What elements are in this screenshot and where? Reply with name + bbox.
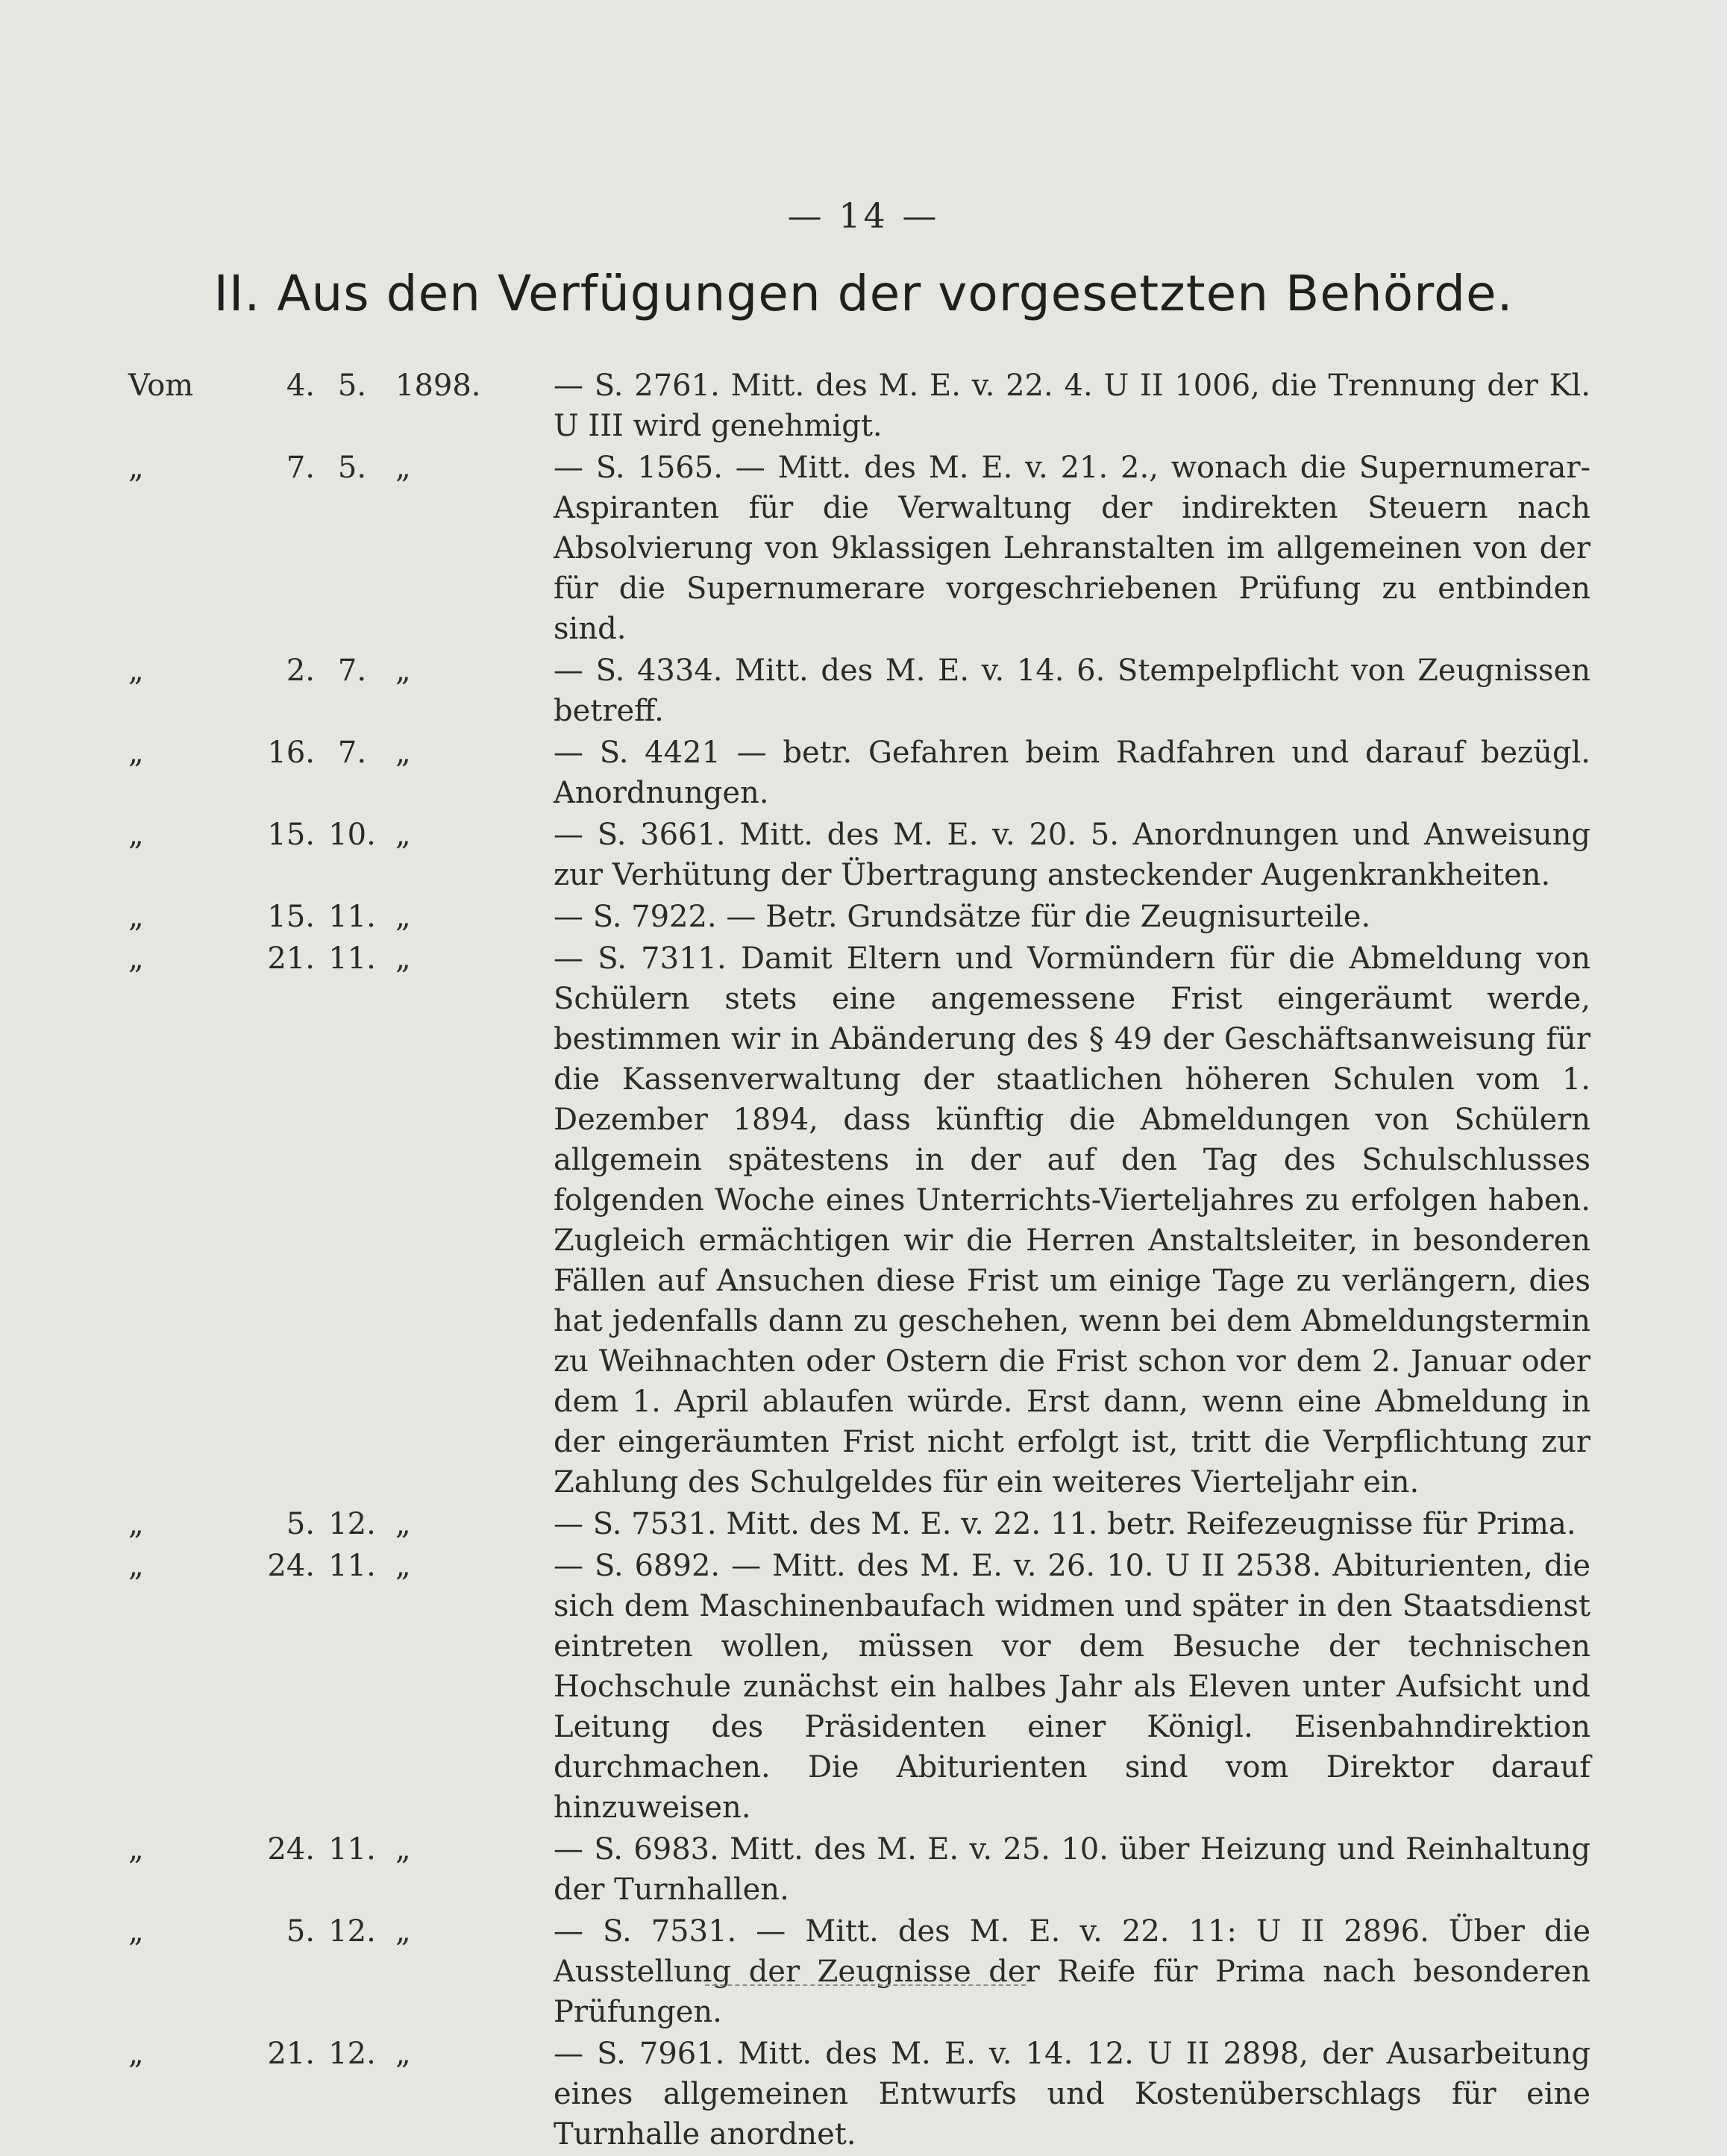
entry-year: „ [395, 736, 411, 770]
entry-day: 21. [267, 941, 315, 976]
decree-entry [128, 366, 1590, 446]
entry-month: 7. [337, 654, 367, 688]
entry-day: 15. [267, 900, 315, 934]
entry-prefix: „ [128, 1832, 144, 1867]
decree-entry [128, 448, 1590, 649]
entry-year: „ [395, 2037, 411, 2071]
closing-rule [705, 1984, 1026, 1986]
entry-month: 12. [328, 2037, 376, 2071]
decree-entry [128, 897, 1590, 937]
decree-entry [128, 2034, 1590, 2155]
entry-prefix: „ [128, 900, 144, 934]
entry-day: 7. [286, 451, 315, 485]
entry-year: „ [395, 1549, 411, 1583]
decree-entry [128, 1911, 1590, 2032]
entry-day: 24. [267, 1549, 315, 1583]
entry-year: „ [395, 451, 411, 485]
entry-year: „ [395, 1914, 411, 1949]
entry-month: 5. [337, 451, 367, 485]
entry-month: 5. [337, 369, 367, 403]
entry-text: — S. 6983. Mitt. des M. E. v. 25. 10. über Heizung und Reinhaltung der Turnhallen. [554, 1832, 1590, 1907]
entry-day: 16. [267, 736, 315, 770]
entry-day: 2. [286, 654, 315, 688]
entry-text: — S. 7531. — Mitt. des M. E. v. 22. 11: U II 2896. Über die Ausstellung der Zeugnisse der Reife für Prima nach besonderen Prüfungen. [554, 1914, 1590, 2029]
entry-year: 1898. [395, 369, 481, 403]
entry-text: — S. 1565. — Mitt. des M. E. v. 21. 2., wonach die Supernumerar-Aspiranten für die Verwaltung der indirekten Steuern nach Absolvierung von 9klassigen Lehranstalten im allgemeinen von der für die Supernumerare vorgeschriebenen Prüfung zu entbinden sind. [554, 451, 1590, 646]
entry-prefix: „ [128, 1507, 144, 1541]
entry-year: „ [395, 941, 411, 976]
entry-text: — S. 7311. Damit Eltern und Vormündern für die Abmeldung von Schülern stets eine angemessene Frist eingeräumt werde, bestimmen wir in Abänderung des § 49 der Geschäftsanweisung für die Kassenverwaltung der staatlichen höheren Schulen vom 1. Dezember 1894, dass künftig die Abmeldungen von Schülern allgemein spätestens in der auf den Tag des Schulschlusses folgenden Woche eines Unterrichts-Vierteljahres zu erfolgen haben. Zugleich ermächtigen wir die Herren Anstaltsleiter, in besonderen Fällen auf Ansuchen diese Frist um einige Tage zu verlängern, dies hat jedenfalls dann zu geschehen, wenn bei dem Abmeldungstermin zu Weihnachten oder Ostern die Frist schon vor dem 2. Januar oder dem 1. April ablaufen würde. Erst dann, wenn eine Abmeldung in der eingeräumten Frist nicht erfolgt ist, tritt die Verpflichtung zur Zahlung des Schulgeldes für ein weiteres Vierteljahr ein. [554, 941, 1590, 1500]
decree-entry [128, 938, 1590, 1502]
entry-text: — S. 4334. Mitt. des M. E. v. 14. 6. Stempelpflicht von Zeugnissen betreff. [554, 654, 1590, 728]
section-heading: II. Aus den Verfügungen der vorgesetzten Behörde. [213, 265, 1514, 322]
decree-entry [128, 651, 1590, 731]
entry-day: 5. [286, 1914, 315, 1949]
entry-month: 12. [328, 1507, 376, 1541]
decree-entry [128, 1546, 1590, 1828]
entry-year: „ [395, 1507, 411, 1541]
entry-text: — S. 4421 — betr. Gefahren beim Radfahren und darauf bezügl. Anordnungen. [554, 736, 1590, 810]
entry-text: — S. 6892. — Mitt. des M. E. v. 26. 10. U II 2538. Abiturienten, die sich dem Maschinenbaufach widmen und später in den Staatsdienst eintreten wollen, müssen vor dem Besuche der technischen Hochschule zunächst ein halbes Jahr als Eleven unter Aufsicht und Leitung des Präsidenten einer Königl. Eisenbahndirektion durchmachen. Die Abiturienten sind vom Direktor darauf hinzuweisen. [554, 1549, 1590, 1825]
entry-day: 4. [286, 369, 315, 403]
decree-entry [128, 733, 1590, 813]
entry-year: „ [395, 1832, 411, 1867]
entry-prefix: „ [128, 451, 144, 485]
entry-text: — S. 7922. — Betr. Grundsätze für die Zeugnisurteile. [554, 900, 1371, 934]
entry-month: 12. [328, 1914, 376, 1949]
entry-year: „ [395, 654, 411, 688]
entry-month: 11. [328, 1549, 376, 1583]
entry-prefix: „ [128, 1914, 144, 1949]
decree-entry [128, 1829, 1590, 1910]
entry-month: 7. [337, 736, 367, 770]
entry-day: 5. [286, 1507, 315, 1541]
decree-list [128, 366, 1590, 2156]
entry-month: 11. [328, 1832, 376, 1867]
entry-day: 21. [267, 2037, 315, 2071]
entry-prefix: „ [128, 654, 144, 688]
entry-month: 11. [328, 941, 376, 976]
entry-month: 10. [328, 818, 376, 852]
entry-text: — S. 2761. Mitt. des M. E. v. 22. 4. U II 1006, die Trennung der Kl. U III wird genehmigt. [554, 369, 1590, 443]
entry-day: 15. [267, 818, 315, 852]
entry-month: 11. [328, 900, 376, 934]
entry-text: — S. 3661. Mitt. des M. E. v. 20. 5. Anordnungen und Anweisung zur Verhütung der Übertragung ansteckender Augenkrankheiten. [554, 818, 1590, 892]
entry-day: 24. [267, 1832, 315, 1867]
entry-prefix: „ [128, 818, 144, 852]
entry-year: „ [395, 900, 411, 934]
entry-prefix: „ [128, 2037, 144, 2071]
entry-prefix: „ [128, 736, 144, 770]
entry-prefix: Vom [128, 369, 194, 403]
entry-text: — S. 7961. Mitt. des M. E. v. 14. 12. U II 2898, der Ausarbeitung eines allgemeinen Entwurfs und Kostenüberschlags für eine Turnhalle anordnet. [554, 2037, 1590, 2152]
entry-year: „ [395, 818, 411, 852]
entry-text: — S. 7531. Mitt. des M. E. v. 22. 11. betr. Reifezeugnisse für Prima. [554, 1507, 1576, 1541]
page-number: — 14 — [787, 195, 940, 236]
decree-entry [128, 815, 1590, 895]
decree-entry [128, 1504, 1590, 1544]
entry-prefix: „ [128, 941, 144, 976]
entry-prefix: „ [128, 1549, 144, 1583]
